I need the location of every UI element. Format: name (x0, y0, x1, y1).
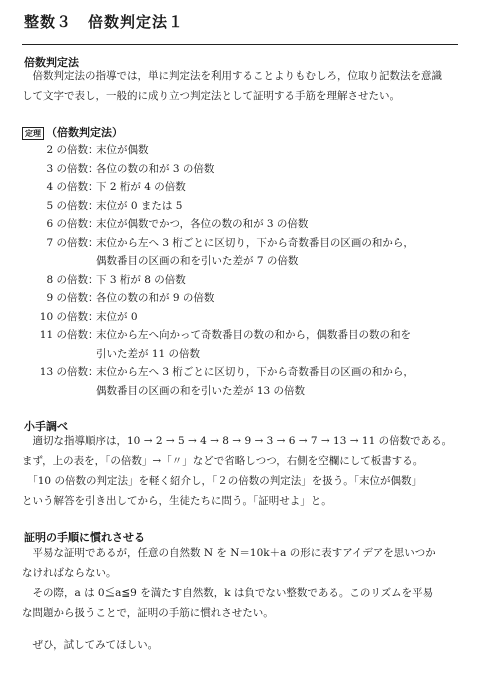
rule-colon: ： (88, 199, 99, 212)
rule-number: 3 の倍数 (46, 162, 88, 175)
rule-number: 13 の倍数 (39, 366, 88, 378)
rule-line: 引いた差が 11 の倍数 (96, 347, 201, 360)
rule-text (96, 178, 436, 197)
rule-text (96, 160, 436, 179)
rule-number: 4 の倍数 (46, 181, 88, 193)
rule-colon: ： (88, 329, 99, 341)
rule-text (96, 141, 436, 160)
rule-row (0, 289, 480, 308)
rule-colon: ： (88, 144, 99, 156)
rule-line: 末位が偶数 (96, 144, 149, 156)
rule-number: 6 の倍数 (46, 218, 88, 230)
warmup-line: という解答を引き出してから，生徒たちに問う。「証明せよ」と。 (22, 495, 332, 507)
rule-number: 10 の倍数 (39, 310, 88, 323)
rule-row (0, 363, 480, 400)
proof-line: 平易な証明であるが，任意の自然数 N を N＝10k＋a の形に表すアイデアを思いつか (22, 547, 436, 559)
theorem-label: （倍数判定法） (46, 126, 123, 139)
warmup-line: 適切な指導順序は，10 → 2 → 5 → 4 → 8 → 9 → 3 → 6 → 7 → 13 → 11 の倍数である。 (22, 435, 453, 447)
title-underline (22, 44, 458, 45)
rule-row (0, 326, 480, 363)
theorem-heading (22, 124, 123, 140)
rule-line: 下 3 桁が 8 の倍数 (96, 273, 186, 286)
warmup-line: 「10 の倍数の判定法」を軽く紹介し，「２の倍数の判定法」を扱う。「末位が偶数」 (22, 475, 422, 487)
rule-row (0, 160, 480, 179)
rule-row (0, 308, 480, 327)
rule-colon: ： (88, 181, 99, 193)
rule-line: 末位が偶数でかつ，各位の数の和が 3 の倍数 (96, 218, 309, 230)
rule-colon: ： (88, 162, 99, 175)
proof-line: その際，a は 0≦a≦9 を満たす自然数，k は負でない整数である。このリズムを平易 (22, 587, 434, 599)
rule-row (0, 178, 480, 197)
rule-text (96, 234, 436, 271)
rule-text (96, 326, 436, 363)
rule-number: 9 の倍数 (46, 292, 88, 304)
rule-line: 各位の数の和が 3 の倍数 (96, 162, 215, 175)
rule-row (0, 234, 480, 271)
rule-text (96, 215, 436, 234)
rule-number: 5 の倍数 (46, 199, 88, 212)
section-heading-proof-steps: 証明の手順に慣れさせる (24, 531, 145, 544)
page-title: 整数３ 倍数判定法１ (24, 13, 185, 31)
closing-line: ぜひ，試してみてほしい。 (22, 639, 159, 651)
rule-colon: ： (88, 292, 99, 304)
rule-line: 偶数番目の区画の和を引いた差が 13 の倍数 (96, 384, 306, 397)
rule-line: 末位から左へ向かって奇数番目の数の和から，偶数番目の数の和を (96, 329, 411, 341)
intro-line: して文字で表し，一般的に成り立つ判定法として証明する手筋を理解させたい。 (22, 90, 400, 102)
rule-number: 11 の倍数 (39, 329, 88, 341)
rule-row (0, 141, 480, 160)
rule-row (0, 271, 480, 290)
theorem-rule-list (0, 141, 480, 400)
rule-colon: ： (88, 366, 99, 378)
rule-number: 8 の倍数 (46, 273, 88, 286)
rule-colon: ： (88, 310, 99, 323)
rule-number: 7 の倍数 (46, 236, 88, 249)
rule-text (96, 271, 436, 290)
rule-colon: ： (88, 218, 99, 230)
rule-text (96, 363, 436, 400)
section-heading-baisu-hanteihou: 倍数判定法 (24, 56, 79, 69)
rule-row (0, 215, 480, 234)
proof-paragraph (22, 543, 458, 623)
rule-colon: ： (88, 273, 99, 286)
rule-text (96, 308, 436, 327)
rule-line: 下 2 桁が 4 の倍数 (96, 181, 186, 193)
rule-number: 2 の倍数 (46, 144, 88, 156)
rule-line: 末位から左へ 3 桁ごとに区切り，下から奇数番目の区画の和から， (96, 236, 414, 249)
rule-line: 各位の数の和が 9 の倍数 (96, 292, 215, 304)
rule-line: 偶数番目の区画の和を引いた差が 7 の倍数 (96, 255, 299, 267)
warmup-paragraph (22, 431, 458, 511)
rule-row (0, 197, 480, 216)
rule-text (96, 289, 436, 308)
rule-line: 末位から左へ 3 桁ごとに区切り，下から奇数番目の区画の和から， (96, 366, 414, 378)
intro-line: 倍数判定法の指導では，単に判定法を利用することよりもむしろ，位取り記数法を意識 (32, 70, 442, 82)
proof-line: なければならない。 (22, 567, 117, 579)
warmup-line: まず，上の表を，「の倍数」→「〃」などで省略しつつ，右側を空欄にして板書する。 (22, 455, 424, 467)
section-heading-kotedamashi: 小手調べ (24, 420, 68, 433)
rule-colon: ： (88, 236, 99, 249)
proof-line: な問題から扱うことで，証明の手筋に慣れさせたい。 (22, 607, 274, 619)
rule-line: 末位が 0 (96, 310, 138, 323)
intro-paragraph (22, 66, 458, 106)
theorem-badge: 定理 (22, 127, 44, 140)
rule-text (96, 197, 436, 216)
rule-line: 末位が 0 または 5 (96, 199, 183, 212)
